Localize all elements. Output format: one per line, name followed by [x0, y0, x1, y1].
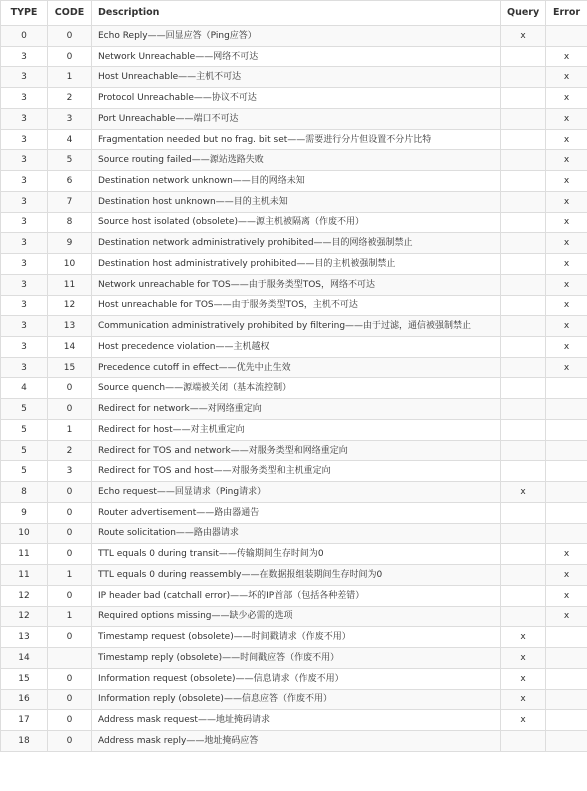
cell-type: 5: [1, 461, 48, 482]
table-row: [1, 357, 587, 378]
cell-code: 0: [48, 585, 92, 606]
cell-description: Echo request——回显请求（Ping请求）: [92, 482, 501, 503]
cell-error-mark: x: [546, 88, 587, 109]
cell-type: 5: [1, 399, 48, 420]
cell-query-mark: [501, 585, 546, 606]
cell-type: 12: [1, 585, 48, 606]
cell-query-mark: [501, 274, 546, 295]
cell-error-mark: x: [546, 46, 587, 67]
cell-query-mark: [501, 129, 546, 150]
cell-error-mark: x: [546, 129, 587, 150]
cell-type: 3: [1, 212, 48, 233]
cell-query-mark: [501, 399, 546, 420]
cell-description: Protocol Unreachable——协议不可达: [92, 88, 501, 109]
cell-query-mark: [501, 88, 546, 109]
cell-query-mark: [501, 357, 546, 378]
table-row: [1, 171, 587, 192]
table-row: [1, 419, 587, 440]
cell-code: 15: [48, 357, 92, 378]
table-row: [1, 337, 587, 358]
cell-type: 3: [1, 46, 48, 67]
cell-code: 0: [48, 399, 92, 420]
cell-error-mark: [546, 689, 587, 710]
cell-query-mark: [501, 316, 546, 337]
column-header-code: CODE: [48, 1, 92, 26]
cell-query-mark: x: [501, 26, 546, 47]
cell-query-mark: [501, 419, 546, 440]
cell-description: Destination host administratively prohibited——目的主机被强制禁止: [92, 254, 501, 275]
cell-code: 0: [48, 544, 92, 565]
cell-type: 15: [1, 668, 48, 689]
cell-code: 1: [48, 606, 92, 627]
cell-code: 9: [48, 233, 92, 254]
cell-code: 11: [48, 274, 92, 295]
cell-query-mark: [501, 544, 546, 565]
cell-type: 8: [1, 482, 48, 503]
cell-query-mark: x: [501, 710, 546, 731]
cell-type: 5: [1, 419, 48, 440]
cell-type: 11: [1, 565, 48, 586]
cell-type: 3: [1, 316, 48, 337]
cell-code: 0: [48, 730, 92, 751]
cell-description: Host precedence violation——主机越权: [92, 337, 501, 358]
cell-query-mark: [501, 606, 546, 627]
cell-description: Destination network unknown——目的网络未知: [92, 171, 501, 192]
cell-type: 3: [1, 274, 48, 295]
cell-description: Host unreachable for TOS——由于服务类型TOS，主机不可达: [92, 295, 501, 316]
cell-code: 2: [48, 88, 92, 109]
cell-type: 12: [1, 606, 48, 627]
cell-query-mark: [501, 440, 546, 461]
cell-error-mark: x: [546, 274, 587, 295]
cell-query-mark: [501, 337, 546, 358]
cell-description: Port Unreachable——端口不可达: [92, 108, 501, 129]
table-row: [1, 399, 587, 420]
cell-query-mark: [501, 502, 546, 523]
cell-error-mark: [546, 440, 587, 461]
cell-description: Required options missing——缺少必需的选项: [92, 606, 501, 627]
cell-error-mark: [546, 668, 587, 689]
cell-query-mark: [501, 46, 546, 67]
cell-error-mark: [546, 461, 587, 482]
table-row: [1, 668, 587, 689]
cell-query-mark: [501, 212, 546, 233]
column-header-description: Description: [92, 1, 501, 26]
cell-code: 0: [48, 502, 92, 523]
table-row: [1, 565, 587, 586]
cell-description: Timestamp request (obsolete)——时间戳请求（作废不用）: [92, 627, 501, 648]
table-row: [1, 730, 587, 751]
cell-code: 0: [48, 523, 92, 544]
cell-query-mark: x: [501, 689, 546, 710]
table-row: [1, 26, 587, 47]
table-row: [1, 129, 587, 150]
cell-error-mark: x: [546, 585, 587, 606]
cell-query-mark: x: [501, 648, 546, 669]
cell-type: 3: [1, 171, 48, 192]
column-header-error: Error: [546, 1, 587, 26]
table-row: [1, 648, 587, 669]
cell-error-mark: [546, 419, 587, 440]
table-row: [1, 440, 587, 461]
cell-code: 2: [48, 440, 92, 461]
cell-description: Address mask reply——地址掩码应答: [92, 730, 501, 751]
cell-code: 0: [48, 46, 92, 67]
table-row: [1, 191, 587, 212]
cell-description: Destination network administratively prohibited——目的网络被强制禁止: [92, 233, 501, 254]
table-row: [1, 212, 587, 233]
cell-error-mark: [546, 378, 587, 399]
cell-code: 13: [48, 316, 92, 337]
table-row: [1, 150, 587, 171]
table-row: [1, 523, 587, 544]
cell-query-mark: [501, 233, 546, 254]
cell-error-mark: x: [546, 67, 587, 88]
cell-description: Destination host unknown——目的主机未知: [92, 191, 501, 212]
cell-type: 16: [1, 689, 48, 710]
table-row: [1, 689, 587, 710]
cell-code: 1: [48, 67, 92, 88]
table-row: [1, 606, 587, 627]
cell-description: Timestamp reply (obsolete)——时间戳应答（作废不用）: [92, 648, 501, 669]
cell-code: 12: [48, 295, 92, 316]
cell-error-mark: x: [546, 212, 587, 233]
cell-error-mark: [546, 627, 587, 648]
cell-error-mark: [546, 399, 587, 420]
cell-type: 5: [1, 440, 48, 461]
cell-error-mark: x: [546, 171, 587, 192]
cell-code: 0: [48, 482, 92, 503]
cell-code: 14: [48, 337, 92, 358]
cell-description: Source host isolated (obsolete)——源主机被隔离（作废不用）: [92, 212, 501, 233]
cell-type: 3: [1, 233, 48, 254]
column-header-type: TYPE: [1, 1, 48, 26]
cell-description: Fragmentation needed but no frag. bit set——需要进行分片但设置不分片比特: [92, 129, 501, 150]
cell-query-mark: [501, 523, 546, 544]
cell-description: Information reply (obsolete)——信息应答（作废不用）: [92, 689, 501, 710]
cell-query-mark: [501, 254, 546, 275]
table-row: [1, 108, 587, 129]
cell-description: Source routing failed——源站选路失败: [92, 150, 501, 171]
cell-error-mark: x: [546, 337, 587, 358]
cell-description: Redirect for TOS and host——对服务类型和主机重定向: [92, 461, 501, 482]
cell-query-mark: [501, 295, 546, 316]
cell-error-mark: x: [546, 606, 587, 627]
cell-code: 3: [48, 461, 92, 482]
cell-code: 0: [48, 689, 92, 710]
cell-error-mark: x: [546, 565, 587, 586]
cell-query-mark: x: [501, 627, 546, 648]
cell-code: 0: [48, 668, 92, 689]
table-row: [1, 254, 587, 275]
cell-type: 3: [1, 357, 48, 378]
cell-code: 6: [48, 171, 92, 192]
cell-description: Redirect for host——对主机重定向: [92, 419, 501, 440]
cell-description: Redirect for network——对网络重定向: [92, 399, 501, 420]
cell-error-mark: x: [546, 254, 587, 275]
cell-description: IP header bad (catchall error)——坏的IP首部（包括各种差错）: [92, 585, 501, 606]
cell-code: 5: [48, 150, 92, 171]
cell-type: 4: [1, 378, 48, 399]
table-row: [1, 295, 587, 316]
cell-query-mark: [501, 171, 546, 192]
cell-code: 0: [48, 627, 92, 648]
cell-description: Route solicitation——路由器请求: [92, 523, 501, 544]
cell-error-mark: [546, 710, 587, 731]
cell-code: 1: [48, 565, 92, 586]
cell-query-mark: [501, 108, 546, 129]
table-row: [1, 710, 587, 731]
table-row: [1, 316, 587, 337]
cell-code: 0: [48, 378, 92, 399]
cell-description: TTL equals 0 during transit——传输期间生存时间为0: [92, 544, 501, 565]
cell-code: 4: [48, 129, 92, 150]
cell-error-mark: [546, 26, 587, 47]
table-row: [1, 627, 587, 648]
cell-type: 3: [1, 150, 48, 171]
cell-type: 3: [1, 88, 48, 109]
cell-error-mark: x: [546, 191, 587, 212]
cell-query-mark: [501, 191, 546, 212]
cell-error-mark: [546, 648, 587, 669]
table-row: [1, 378, 587, 399]
cell-type: 3: [1, 129, 48, 150]
table-row: [1, 88, 587, 109]
cell-description: Host Unreachable——主机不可达: [92, 67, 501, 88]
table-header-row: [1, 1, 587, 26]
cell-type: 3: [1, 337, 48, 358]
cell-description: Network unreachable for TOS——由于服务类型TOS，网络不可达: [92, 274, 501, 295]
cell-error-mark: [546, 730, 587, 751]
cell-description: Network Unreachable——网络不可达: [92, 46, 501, 67]
cell-description: Router advertisement——路由器通告: [92, 502, 501, 523]
cell-code: 8: [48, 212, 92, 233]
cell-error-mark: x: [546, 233, 587, 254]
cell-type: 13: [1, 627, 48, 648]
cell-type: 11: [1, 544, 48, 565]
cell-description: Echo Reply——回显应答（Ping应答）: [92, 26, 501, 47]
column-header-query: Query: [501, 1, 546, 26]
cell-query-mark: [501, 67, 546, 88]
cell-type: 17: [1, 710, 48, 731]
table-body: [1, 26, 587, 752]
cell-code: [48, 648, 92, 669]
cell-query-mark: [501, 461, 546, 482]
table-row: [1, 502, 587, 523]
table-row: [1, 585, 587, 606]
cell-type: 0: [1, 26, 48, 47]
cell-type: 3: [1, 295, 48, 316]
cell-description: Communication administratively prohibited by filtering——由于过滤，通信被强制禁止: [92, 316, 501, 337]
cell-type: 14: [1, 648, 48, 669]
cell-type: 3: [1, 191, 48, 212]
cell-code: 10: [48, 254, 92, 275]
cell-type: 10: [1, 523, 48, 544]
table-row: [1, 233, 587, 254]
table-row: [1, 461, 587, 482]
cell-code: 0: [48, 26, 92, 47]
cell-type: 9: [1, 502, 48, 523]
cell-code: 1: [48, 419, 92, 440]
cell-query-mark: [501, 378, 546, 399]
table-row: [1, 274, 587, 295]
cell-error-mark: x: [546, 316, 587, 337]
cell-code: 7: [48, 191, 92, 212]
cell-error-mark: x: [546, 544, 587, 565]
table-row: [1, 67, 587, 88]
table-row: [1, 482, 587, 503]
cell-error-mark: x: [546, 108, 587, 129]
cell-query-mark: [501, 565, 546, 586]
cell-description: Information request (obsolete)——信息请求（作废不用）: [92, 668, 501, 689]
cell-type: 3: [1, 67, 48, 88]
cell-description: TTL equals 0 during reassembly——在数据报组装期间生存时间为0: [92, 565, 501, 586]
table-row: [1, 46, 587, 67]
cell-description: Source quench——源端被关闭（基本流控制）: [92, 378, 501, 399]
cell-query-mark: [501, 150, 546, 171]
cell-query-mark: x: [501, 668, 546, 689]
cell-type: 3: [1, 254, 48, 275]
cell-code: 0: [48, 710, 92, 731]
cell-type: 3: [1, 108, 48, 129]
cell-error-mark: [546, 502, 587, 523]
cell-description: Address mask request——地址掩码请求: [92, 710, 501, 731]
cell-type: 18: [1, 730, 48, 751]
cell-description: Precedence cutoff in effect——优先中止生效: [92, 357, 501, 378]
cell-error-mark: [546, 482, 587, 503]
cell-description: Redirect for TOS and network——对服务类型和网络重定向: [92, 440, 501, 461]
cell-error-mark: [546, 523, 587, 544]
cell-error-mark: x: [546, 357, 587, 378]
cell-error-mark: x: [546, 295, 587, 316]
cell-query-mark: [501, 730, 546, 751]
cell-error-mark: x: [546, 150, 587, 171]
cell-code: 3: [48, 108, 92, 129]
table-row: [1, 544, 587, 565]
cell-query-mark: x: [501, 482, 546, 503]
